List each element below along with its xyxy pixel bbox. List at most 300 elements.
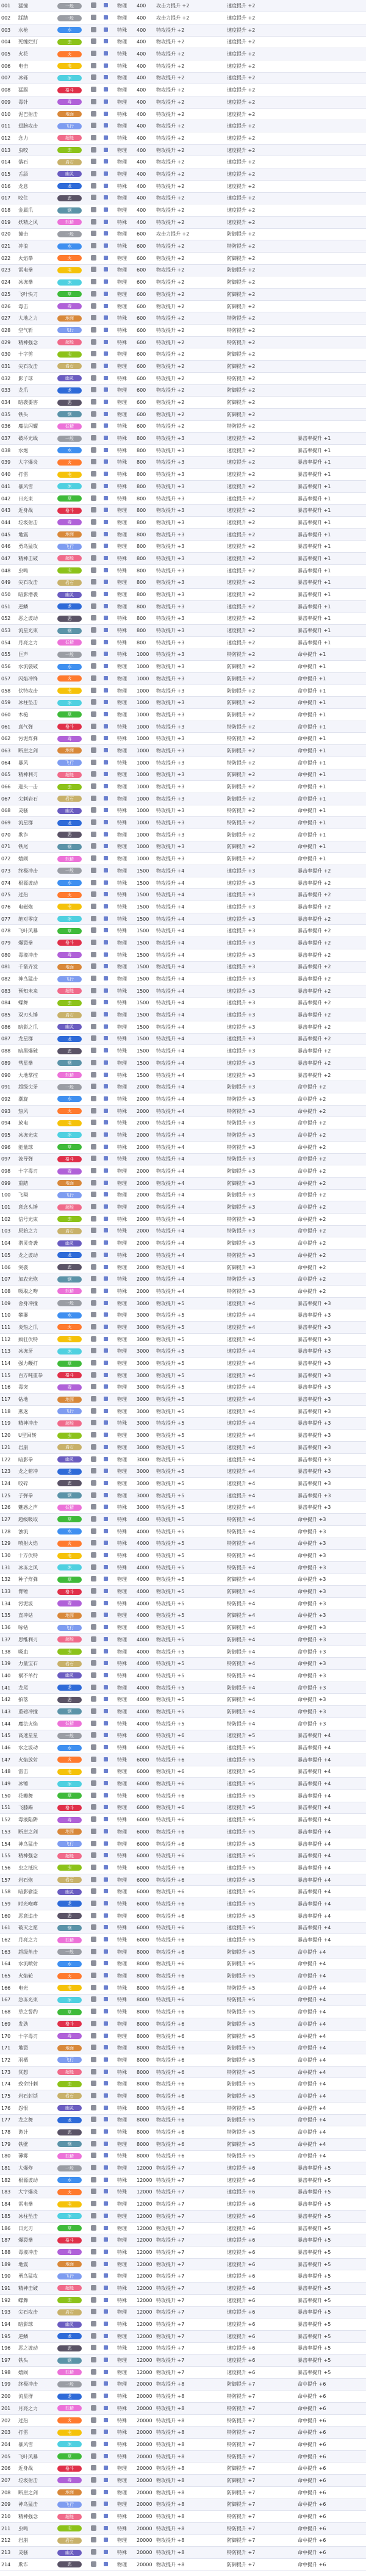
table-row[interactable]: [0, 48, 366, 60]
table-row[interactable]: [0, 1502, 366, 1514]
move-name-link[interactable]: 水流裂破: [17, 661, 56, 673]
move-name-link[interactable]: 预知未来: [17, 985, 56, 997]
move-name-link[interactable]: 龙星群: [17, 1033, 56, 1045]
move-name-link[interactable]: 岩石封锁: [17, 2090, 56, 2103]
move-name-link[interactable]: 放电: [17, 1117, 56, 1129]
table-row[interactable]: [0, 1405, 366, 1417]
table-row[interactable]: [0, 649, 366, 661]
table-row[interactable]: [0, 600, 366, 613]
table-row[interactable]: [0, 1862, 366, 1874]
table-row[interactable]: [0, 1538, 366, 1550]
move-name-link[interactable]: 终极冲击: [17, 865, 56, 877]
table-row[interactable]: [0, 1982, 366, 1994]
table-row[interactable]: [0, 769, 366, 781]
table-row[interactable]: [0, 517, 366, 529]
move-name-link[interactable]: 超级尖牙: [17, 1081, 56, 1093]
table-row[interactable]: [0, 2511, 366, 2523]
move-name-link[interactable]: 逆鳞: [17, 600, 56, 613]
move-name-link[interactable]: 铁壁: [17, 2138, 56, 2150]
table-row[interactable]: [0, 1033, 366, 1045]
move-name-link[interactable]: 舌舔: [17, 168, 56, 181]
move-name-link[interactable]: 十字剪: [17, 348, 56, 361]
move-name-link[interactable]: 千箭齐发: [17, 961, 56, 973]
table-row[interactable]: [0, 1225, 366, 1237]
move-name-link[interactable]: 垃圾射击: [17, 517, 56, 529]
move-name-link[interactable]: 电光: [17, 1982, 56, 1994]
move-name-link[interactable]: 流星群: [17, 2391, 56, 2403]
move-name-link[interactable]: 尖石攻击: [17, 2306, 56, 2319]
move-name-link[interactable]: 嬉闹: [17, 853, 56, 865]
move-name-link[interactable]: 浊流: [17, 1525, 56, 1538]
move-name-link[interactable]: 地震: [17, 2258, 56, 2270]
move-name-link[interactable]: 彗星拳: [17, 1057, 56, 1070]
move-name-link[interactable]: 暗影潜袭: [17, 589, 56, 601]
move-name-link[interactable]: 时光咆哮: [17, 1898, 56, 1910]
move-name-link[interactable]: 流星光束: [17, 625, 56, 637]
move-name-link[interactable]: 吸取之吻: [17, 1286, 56, 1298]
table-row[interactable]: [0, 2198, 366, 2211]
table-row[interactable]: [0, 937, 366, 949]
move-name-link[interactable]: 冰冻光束: [17, 1129, 56, 1142]
move-name-link[interactable]: 恶之波动: [17, 613, 56, 625]
move-name-link[interactable]: 飞叶风暴: [17, 2450, 56, 2463]
table-row[interactable]: [0, 2150, 366, 2162]
table-row[interactable]: [0, 2342, 366, 2355]
table-row[interactable]: [0, 2486, 366, 2499]
move-name-link[interactable]: 精神击破: [17, 2283, 56, 2295]
move-name-link[interactable]: 暴风雪: [17, 2439, 56, 2451]
table-row[interactable]: [0, 1129, 366, 1142]
table-row[interactable]: [0, 877, 366, 889]
table-row[interactable]: [0, 1910, 366, 1922]
move-name-link[interactable]: 波导弹: [17, 1153, 56, 1165]
table-row[interactable]: [0, 1706, 366, 1718]
move-name-link[interactable]: 飞叶快刀: [17, 289, 56, 301]
move-name-link[interactable]: 猛撞: [17, 0, 56, 12]
table-row[interactable]: [0, 1105, 366, 1117]
table-row[interactable]: [0, 1417, 366, 1430]
table-row[interactable]: [0, 1069, 366, 1081]
move-name-link[interactable]: 花瓣舞: [17, 1790, 56, 1802]
table-row[interactable]: [0, 1478, 366, 1490]
move-name-link[interactable]: 毒针: [17, 96, 56, 109]
move-name-link[interactable]: 勇鸟猛攻: [17, 541, 56, 553]
table-row[interactable]: [0, 1550, 366, 1562]
move-name-link[interactable]: 伏特攻击: [17, 685, 56, 697]
table-row[interactable]: [0, 865, 366, 877]
move-name-link[interactable]: 魔法火焰: [17, 1718, 56, 1730]
table-row[interactable]: [0, 132, 366, 145]
move-name-link[interactable]: 神鸟猛击: [17, 2499, 56, 2511]
table-row[interactable]: [0, 2283, 366, 2295]
table-row[interactable]: [0, 1189, 366, 1201]
move-name-link[interactable]: 铁尾: [17, 841, 56, 853]
move-name-link[interactable]: 虫鸣: [17, 2522, 56, 2535]
table-row[interactable]: [0, 1670, 366, 1682]
move-name-link[interactable]: 勇鸟猛攻: [17, 2270, 56, 2283]
move-name-link[interactable]: 突袭: [17, 1261, 56, 1273]
move-name-link[interactable]: 暴风雪: [17, 481, 56, 493]
move-name-link[interactable]: 种子炸弹: [17, 1574, 56, 1586]
table-row[interactable]: [0, 1273, 366, 1286]
table-row[interactable]: [0, 12, 366, 24]
move-name-link[interactable]: 火焰轮: [17, 1970, 56, 1982]
table-row[interactable]: [0, 2162, 366, 2175]
move-name-link[interactable]: 飞叶风暴: [17, 925, 56, 937]
table-row[interactable]: [0, 168, 366, 181]
table-row[interactable]: [0, 961, 366, 973]
move-name-link[interactable]: 原始之力: [17, 1225, 56, 1237]
table-row[interactable]: [0, 1358, 366, 1370]
table-row[interactable]: [0, 252, 366, 264]
move-name-link[interactable]: 草之誓约: [17, 2006, 56, 2018]
move-name-link[interactable]: 大地掌控: [17, 1069, 56, 1081]
table-row[interactable]: [0, 264, 366, 276]
table-row[interactable]: [0, 1826, 366, 1838]
move-name-link[interactable]: 过热: [17, 889, 56, 901]
move-name-link[interactable]: 尖石攻击: [17, 577, 56, 589]
table-row[interactable]: [0, 721, 366, 733]
table-row[interactable]: [0, 793, 366, 805]
move-name-link[interactable]: 精神强念: [17, 2511, 56, 2523]
move-name-link[interactable]: 日光刃: [17, 2222, 56, 2234]
move-name-link[interactable]: 断崖之剑: [17, 745, 56, 757]
table-row[interactable]: [0, 2054, 366, 2067]
table-row[interactable]: [0, 1561, 366, 1574]
move-name-link[interactable]: 喷射火焰: [17, 1538, 56, 1550]
move-name-link[interactable]: 岩崩: [17, 1442, 56, 1454]
table-row[interactable]: [0, 2211, 366, 2223]
move-name-link[interactable]: 暴风: [17, 757, 56, 769]
table-row[interactable]: [0, 2222, 366, 2234]
table-row[interactable]: [0, 625, 366, 637]
move-name-link[interactable]: 泥巴射击: [17, 108, 56, 120]
table-row[interactable]: [0, 1213, 366, 1225]
move-name-link[interactable]: 超级吸取: [17, 1514, 56, 1526]
table-row[interactable]: [0, 2102, 366, 2114]
table-row[interactable]: [0, 1658, 366, 1670]
move-name-link[interactable]: 岩崩: [17, 2535, 56, 2547]
table-row[interactable]: [0, 2427, 366, 2439]
move-name-link[interactable]: 尖刺岩石: [17, 793, 56, 805]
table-row[interactable]: [0, 1369, 366, 1381]
table-row[interactable]: [0, 420, 366, 433]
move-name-link[interactable]: 钻地: [17, 1394, 56, 1406]
move-name-link[interactable]: 急冻光束: [17, 1994, 56, 2006]
table-row[interactable]: [0, 36, 366, 48]
table-row[interactable]: [0, 613, 366, 625]
move-name-link[interactable]: 月亮之力: [17, 636, 56, 649]
move-name-link[interactable]: 铁头: [17, 2355, 56, 2367]
table-row[interactable]: [0, 901, 366, 913]
table-row[interactable]: [0, 240, 366, 253]
table-row[interactable]: [0, 180, 366, 192]
move-name-link[interactable]: 直冲钻: [17, 1610, 56, 1622]
move-name-link[interactable]: 暗袭要害: [17, 397, 56, 409]
table-row[interactable]: [0, 1286, 366, 1298]
table-row[interactable]: [0, 985, 366, 997]
move-name-link[interactable]: 毒液陷阱: [17, 1814, 56, 1826]
move-name-link[interactable]: 猛踢: [17, 84, 56, 96]
table-row[interactable]: [0, 433, 366, 445]
table-row[interactable]: [0, 2391, 366, 2403]
table-row[interactable]: [0, 481, 366, 493]
table-row[interactable]: [0, 456, 366, 469]
move-name-link[interactable]: 妖精之风: [17, 216, 56, 228]
move-name-link[interactable]: 电磁炮: [17, 901, 56, 913]
move-name-link[interactable]: 暗影之爪: [17, 1021, 56, 1033]
table-row[interactable]: [0, 2090, 366, 2103]
move-name-link[interactable]: 大爆炸: [17, 2162, 56, 2175]
table-row[interactable]: [0, 1646, 366, 1658]
table-row[interactable]: [0, 2463, 366, 2475]
move-name-link[interactable]: U型回转: [17, 1430, 56, 1442]
move-name-link[interactable]: 撞击: [17, 228, 56, 240]
table-row[interactable]: [0, 120, 366, 132]
move-name-link[interactable]: 毒击: [17, 300, 56, 312]
move-name-link[interactable]: 神鸟猛击: [17, 973, 56, 985]
table-row[interactable]: [0, 336, 366, 348]
table-row[interactable]: [0, 2234, 366, 2247]
move-name-link[interactable]: 疯狂伏特: [17, 1333, 56, 1345]
table-row[interactable]: [0, 96, 366, 109]
table-row[interactable]: [0, 1489, 366, 1502]
move-name-link[interactable]: 地裂: [17, 2042, 56, 2054]
table-row[interactable]: [0, 745, 366, 757]
move-name-link[interactable]: 飞翔: [17, 1189, 56, 1201]
move-name-link[interactable]: 毒液冲击: [17, 2247, 56, 2259]
table-row[interactable]: [0, 697, 366, 709]
table-row[interactable]: [0, 1922, 366, 1934]
move-name-link[interactable]: 铁头: [17, 408, 56, 420]
move-name-link[interactable]: 垃圾射击: [17, 2475, 56, 2487]
move-name-link[interactable]: 污泥炸弹: [17, 733, 56, 745]
move-name-link[interactable]: 龙之俯冲: [17, 1466, 56, 1478]
move-name-link[interactable]: 木槌: [17, 709, 56, 721]
table-row[interactable]: [0, 577, 366, 589]
move-name-link[interactable]: 冰冻牙: [17, 1345, 56, 1358]
move-name-link[interactable]: 水炮: [17, 444, 56, 456]
move-name-link[interactable]: 薄雾: [17, 2150, 56, 2162]
move-name-link[interactable]: 电击: [17, 60, 56, 72]
table-row[interactable]: [0, 1261, 366, 1273]
move-name-link[interactable]: 暗影偷盗: [17, 1886, 56, 1898]
table-row[interactable]: [0, 397, 366, 409]
move-name-link[interactable]: 十字毒刃: [17, 2030, 56, 2042]
move-name-link[interactable]: 断崖之剑: [17, 2486, 56, 2499]
move-name-link[interactable]: 死缠烂打: [17, 36, 56, 48]
table-row[interactable]: [0, 829, 366, 841]
move-name-link[interactable]: 灵骚: [17, 2547, 56, 2559]
table-row[interactable]: [0, 1345, 366, 1358]
move-name-link[interactable]: 暗黑爆破: [17, 1045, 56, 1057]
table-row[interactable]: [0, 2499, 366, 2511]
table-row[interactable]: [0, 1093, 366, 1106]
move-name-link[interactable]: 打雷: [17, 469, 56, 481]
table-row[interactable]: [0, 1946, 366, 1958]
table-row[interactable]: [0, 1898, 366, 1910]
table-row[interactable]: [0, 2066, 366, 2078]
move-name-link[interactable]: 祸不单行: [17, 1670, 56, 1682]
move-name-link[interactable]: 火花: [17, 48, 56, 60]
move-name-link[interactable]: 发劲: [17, 2018, 56, 2031]
table-row[interactable]: [0, 913, 366, 925]
move-name-link[interactable]: 暗影球: [17, 2319, 56, 2331]
table-row[interactable]: [0, 553, 366, 565]
move-name-link[interactable]: 踩踏: [17, 12, 56, 24]
table-row[interactable]: [0, 469, 366, 481]
move-name-link[interactable]: 根源波动: [17, 877, 56, 889]
table-row[interactable]: [0, 1634, 366, 1646]
move-name-link[interactable]: 虫之抵抗: [17, 1862, 56, 1874]
move-name-link[interactable]: 精神击破: [17, 553, 56, 565]
move-name-link[interactable]: 冰冻之风: [17, 1561, 56, 1574]
table-row[interactable]: [0, 1333, 366, 1345]
table-row[interactable]: [0, 1718, 366, 1730]
move-name-link[interactable]: 燕返: [17, 1405, 56, 1417]
move-name-link[interactable]: 子弹拳: [17, 1489, 56, 1502]
move-name-link[interactable]: 龙之波动: [17, 1250, 56, 1262]
move-name-link[interactable]: 近身战: [17, 2463, 56, 2475]
table-row[interactable]: [0, 2030, 366, 2042]
table-row[interactable]: [0, 2247, 366, 2259]
move-name-link[interactable]: 羽栖: [17, 2054, 56, 2067]
move-name-link[interactable]: 双刃头锤: [17, 1009, 56, 1021]
table-row[interactable]: [0, 661, 366, 673]
table-row[interactable]: [0, 348, 366, 361]
move-name-link[interactable]: 致命针刺: [17, 2078, 56, 2090]
table-row[interactable]: [0, 853, 366, 865]
move-name-link[interactable]: 十万伏特: [17, 1550, 56, 1562]
move-name-link[interactable]: 冰柱坠击: [17, 697, 56, 709]
table-row[interactable]: [0, 2450, 366, 2463]
move-name-link[interactable]: 冰冻拳: [17, 276, 56, 289]
move-name-link[interactable]: 水流喷射: [17, 1958, 56, 1970]
move-name-link[interactable]: 超级角击: [17, 1946, 56, 1958]
table-row[interactable]: [0, 1742, 366, 1754]
move-name-link[interactable]: 咬碎: [17, 1478, 56, 1490]
move-name-link[interactable]: 十字毒刃: [17, 1165, 56, 1178]
table-row[interactable]: [0, 2522, 366, 2535]
table-row[interactable]: [0, 492, 366, 505]
move-name-link[interactable]: 灵骚: [17, 805, 56, 817]
move-name-link[interactable]: 攀瀑: [17, 1309, 56, 1322]
move-name-link[interactable]: 雷电拳: [17, 2198, 56, 2211]
table-row[interactable]: [0, 1237, 366, 1250]
table-row[interactable]: [0, 1958, 366, 1970]
table-row[interactable]: [0, 2319, 366, 2331]
move-name-link[interactable]: 潜灵奇袭: [17, 1237, 56, 1250]
move-name-link[interactable]: 月亮之力: [17, 1934, 56, 1946]
table-row[interactable]: [0, 2306, 366, 2319]
table-row[interactable]: [0, 276, 366, 289]
table-row[interactable]: [0, 2138, 366, 2150]
move-name-link[interactable]: 啄钻: [17, 1622, 56, 1634]
table-row[interactable]: [0, 1850, 366, 1862]
move-name-link[interactable]: 日光束: [17, 492, 56, 505]
table-row[interactable]: [0, 1886, 366, 1898]
move-name-link[interactable]: 污泥波: [17, 1597, 56, 1610]
move-name-link[interactable]: 龙爪: [17, 384, 56, 397]
table-row[interactable]: [0, 192, 366, 204]
move-name-link[interactable]: 蝶舞: [17, 997, 56, 1009]
move-name-link[interactable]: 拍落: [17, 1694, 56, 1706]
move-name-link[interactable]: 断崖之剑: [17, 1826, 56, 1838]
table-row[interactable]: [0, 2018, 366, 2031]
table-row[interactable]: [0, 1754, 366, 1766]
table-row[interactable]: [0, 1934, 366, 1946]
move-name-link[interactable]: 臂锤: [17, 1586, 56, 1598]
table-row[interactable]: [0, 1165, 366, 1178]
move-name-link[interactable]: 过热: [17, 2414, 56, 2427]
move-name-link[interactable]: 水之波动: [17, 1742, 56, 1754]
move-name-link[interactable]: 大字爆炎: [17, 2186, 56, 2198]
move-name-link[interactable]: 信号光束: [17, 1213, 56, 1225]
move-name-link[interactable]: 大地之力: [17, 312, 56, 325]
table-row[interactable]: [0, 1694, 366, 1706]
table-row[interactable]: [0, 2558, 366, 2571]
move-name-link[interactable]: 月亮之力: [17, 2403, 56, 2415]
table-row[interactable]: [0, 1682, 366, 1694]
move-name-link[interactable]: 破坏光线: [17, 433, 56, 445]
move-name-link[interactable]: 尖石攻击: [17, 361, 56, 373]
move-name-link[interactable]: 毒液冲击: [17, 949, 56, 961]
table-row[interactable]: [0, 1442, 366, 1454]
move-name-link[interactable]: 怨恨: [17, 2102, 56, 2114]
table-row[interactable]: [0, 1394, 366, 1406]
table-row[interactable]: [0, 1057, 366, 1070]
table-row[interactable]: [0, 1201, 366, 1214]
table-row[interactable]: [0, 1009, 366, 1021]
table-row[interactable]: [0, 505, 366, 517]
table-row[interactable]: [0, 1153, 366, 1165]
table-row[interactable]: [0, 1381, 366, 1394]
table-row[interactable]: [0, 1814, 366, 1826]
table-row[interactable]: [0, 949, 366, 961]
table-row[interactable]: [0, 0, 366, 12]
move-name-link[interactable]: 能量球: [17, 1141, 56, 1153]
move-name-link[interactable]: 恶意追击: [17, 1910, 56, 1922]
table-row[interactable]: [0, 2270, 366, 2283]
table-row[interactable]: [0, 2174, 366, 2186]
move-name-link[interactable]: 魔法闪耀: [17, 420, 56, 433]
table-row[interactable]: [0, 1525, 366, 1538]
move-name-link[interactable]: 龙之舞: [17, 2114, 56, 2126]
table-row[interactable]: [0, 444, 366, 456]
table-row[interactable]: [0, 72, 366, 84]
table-row[interactable]: [0, 2006, 366, 2018]
move-name-link[interactable]: 龙息: [17, 180, 56, 192]
move-name-link[interactable]: 岩石炮: [17, 1874, 56, 1886]
table-row[interactable]: [0, 1466, 366, 1478]
move-name-link[interactable]: 重踏: [17, 1177, 56, 1189]
table-row[interactable]: [0, 2535, 366, 2547]
table-row[interactable]: [0, 108, 366, 120]
table-row[interactable]: [0, 1117, 366, 1129]
move-name-link[interactable]: 逆鳞: [17, 2330, 56, 2342]
table-row[interactable]: [0, 973, 366, 985]
move-name-link[interactable]: 神鸟猛击: [17, 1838, 56, 1850]
table-row[interactable]: [0, 2414, 366, 2427]
move-name-link[interactable]: 打雷: [17, 2427, 56, 2439]
table-row[interactable]: [0, 2355, 366, 2367]
table-row[interactable]: [0, 1610, 366, 1622]
move-name-link[interactable]: 绝对零度: [17, 913, 56, 925]
move-name-link[interactable]: 魅惑之声: [17, 1502, 56, 1514]
table-row[interactable]: [0, 372, 366, 384]
table-row[interactable]: [0, 636, 366, 649]
table-row[interactable]: [0, 216, 366, 228]
